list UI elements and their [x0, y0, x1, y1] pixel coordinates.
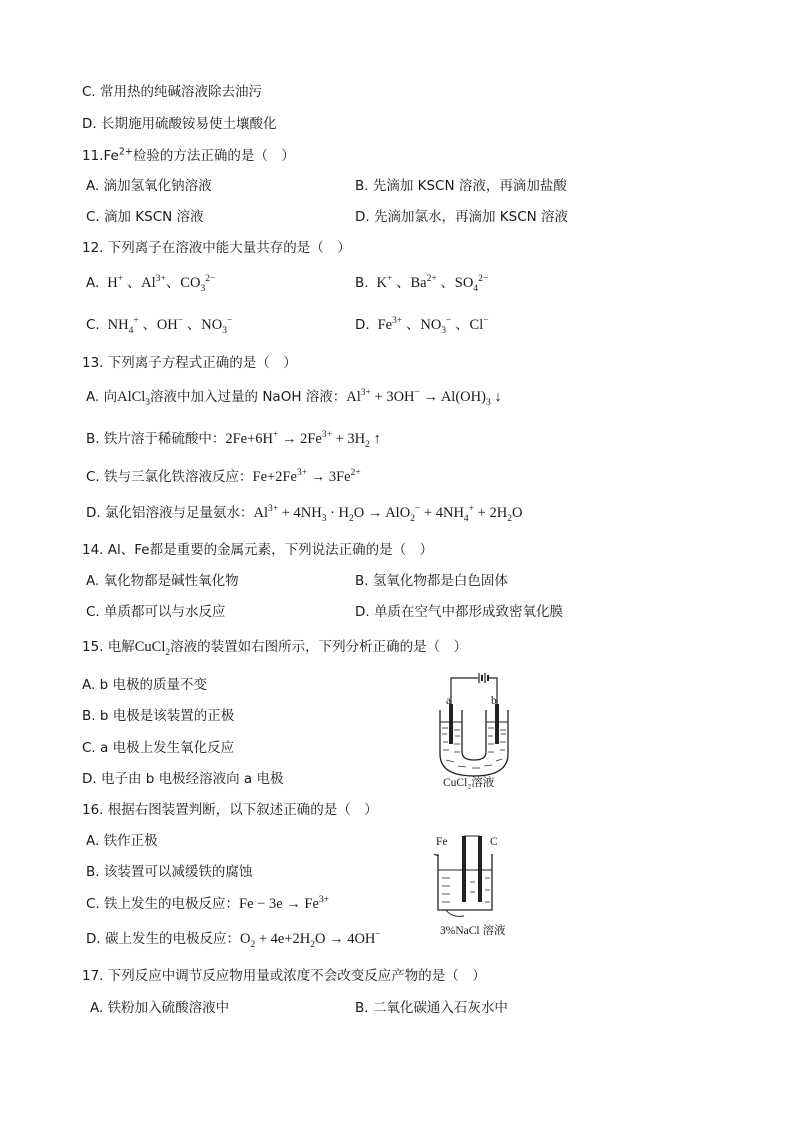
u-tube-caption: CuCl₂溶液	[443, 777, 495, 789]
q15-option-b: B. b 电极是该装置的正极	[82, 708, 235, 724]
q12-option-a-ions: H+ 、$Al^{3+}$、$CO_3^{2-}$	[103, 274, 216, 294]
q15-stem	[82, 638, 467, 656]
electrode-b-label: b	[491, 695, 497, 707]
q11-stem-text: 检验的方法正确的是（ ）	[132, 148, 295, 164]
q16-option-c-equation: $Fe - 3e \to Fe^{3+}$	[239, 895, 329, 912]
electrode-a-label: a	[446, 695, 452, 707]
q16-option-b: B. 该装置可以减缓铁的腐蚀	[86, 864, 253, 880]
q12-option-d	[355, 316, 489, 334]
q11-charge: 2+	[118, 146, 133, 158]
c-electrode-label: C	[490, 836, 498, 848]
q16-option-c	[86, 895, 329, 913]
q16-option-a: A. 铁作正极	[86, 833, 158, 849]
q14-option-d: D. 单质在空气中都形成致密氧化膜	[355, 604, 563, 620]
q16-option-d-text: D. 碳上发生的电极反应：	[86, 931, 240, 947]
q17-option-b: B. 二氧化碳通入石灰水中	[355, 1000, 508, 1016]
q12-stem: 12. 下列离子在溶液中能大量共存的是（ ）	[82, 240, 351, 256]
q13-option-a-text: 溶液中加入过量的 NaOH 溶液：	[150, 389, 347, 405]
q11-stem	[82, 147, 295, 165]
q13-stem: 13. 下列离子方程式正确的是（ ）	[82, 355, 297, 371]
q10-option-c: C. 常用热的纯碱溶液除去油污	[82, 84, 263, 100]
q15-stem-pre: 15. 电解	[82, 639, 135, 655]
beaker-fe-c-figure	[432, 830, 516, 922]
beaker-caption: 3%NaCl 溶液	[440, 925, 506, 937]
q13-option-d-equation: $Al^{3+} + 4NH_3 \cdot H_2O \to AlO_2^- + 4NH_4^+ + 2H_2O$	[253, 504, 523, 524]
q12-option-a-label: A.	[86, 275, 100, 291]
q15-stem-post: 溶液的装置如右图所示，下列分析正确的是（ ）	[170, 639, 468, 655]
q13-option-d-text: D. 氯化铝溶液与足量氨水：	[86, 505, 254, 521]
q13-option-c-text: C. 铁与三氯化铁溶液反应：	[86, 469, 253, 485]
q10-option-d: D. 长期施用硫酸铵易使土壤酸化	[82, 116, 277, 132]
fe-electrode-label: Fe	[436, 836, 448, 848]
q13-option-c	[86, 468, 361, 486]
q11-number: 11.Fe	[82, 148, 119, 164]
q17-option-a: A. 铁粉加入硫酸溶液中	[90, 1000, 230, 1016]
q17-stem: 17. 下列反应中调节反应物用量或浓度不会改变反应产物的是（ ）	[82, 968, 486, 984]
q15-option-c: C. a 电极上发生氧化反应	[82, 740, 235, 756]
q13-option-a-reagent: AlCl$_3$	[117, 389, 151, 408]
q12-option-b	[355, 274, 488, 292]
q13-option-b-equation: $2Fe+6H^+ \to 2Fe^{3+} + 3H_2$ ↑	[225, 430, 381, 450]
q12-option-b-ions: K+ 、$Ba^{2+}$ 、$SO_4^{2-}$	[372, 274, 489, 294]
q13-option-b	[86, 430, 381, 448]
q11-option-b: B. 先滴加 KSCN 溶液，再滴加盐酸	[355, 178, 567, 194]
q12-option-d-label: D.	[355, 317, 370, 333]
q14-option-a: A. 氧化物都是碱性氧化物	[86, 573, 239, 589]
q13-option-a-equation: $Al^{3+} + 3OH^- \to Al(OH)_3$ ↓	[346, 388, 502, 408]
q15-option-d: D. 电子由 b 电极经溶液向 a 电极	[82, 771, 284, 787]
q16-option-c-text: C. 铁上发生的电极反应：	[86, 896, 240, 912]
q11-option-a: A. 滴加氢氧化钠溶液	[86, 178, 212, 194]
q11-option-d: D. 先滴加氯水，再滴加 KSCN 溶液	[355, 209, 569, 225]
q16-option-d	[86, 930, 381, 948]
q13-option-c-equation: $Fe+2Fe^{3+} \to 3Fe^{2+}$	[252, 468, 361, 485]
q11-option-c: C. 滴加 KSCN 溶液	[86, 209, 204, 225]
q15-stem-formula: CuCl$_2$	[134, 639, 171, 658]
q13-option-a-label: A. 向	[86, 389, 118, 405]
q14-stem: 14. Al、Fe都是重要的金属元素，下列说法正确的是（ ）	[82, 542, 434, 558]
q16-stem: 16. 根据右图装置判断，以下叙述正确的是（ ）	[82, 802, 378, 818]
q16-option-d-equation: $O_2 + 4e+2H_2O \to 4OH^-$	[239, 930, 381, 950]
q13-option-a	[86, 388, 502, 406]
q12-option-c-ions: $NH_4^+$ 、OH− 、$NO_3^-$	[104, 316, 233, 336]
q12-option-d-ions: $Fe^{3+}$ 、$NO_3^-$ 、Cl−	[373, 316, 489, 336]
q12-option-a	[86, 274, 215, 292]
q13-option-d	[86, 504, 522, 522]
q14-option-b: B. 氢氧化物都是白色固体	[355, 573, 508, 589]
q13-option-b-text: B. 铁片溶于稀硫酸中：	[86, 431, 226, 447]
q12-option-c	[86, 316, 232, 334]
q12-option-b-label: B.	[355, 275, 369, 291]
q14-option-c: C. 单质都可以与水反应	[86, 604, 226, 620]
q12-option-c-label: C.	[86, 317, 100, 333]
q15-option-a: A. b 电极的质量不变	[82, 677, 207, 693]
